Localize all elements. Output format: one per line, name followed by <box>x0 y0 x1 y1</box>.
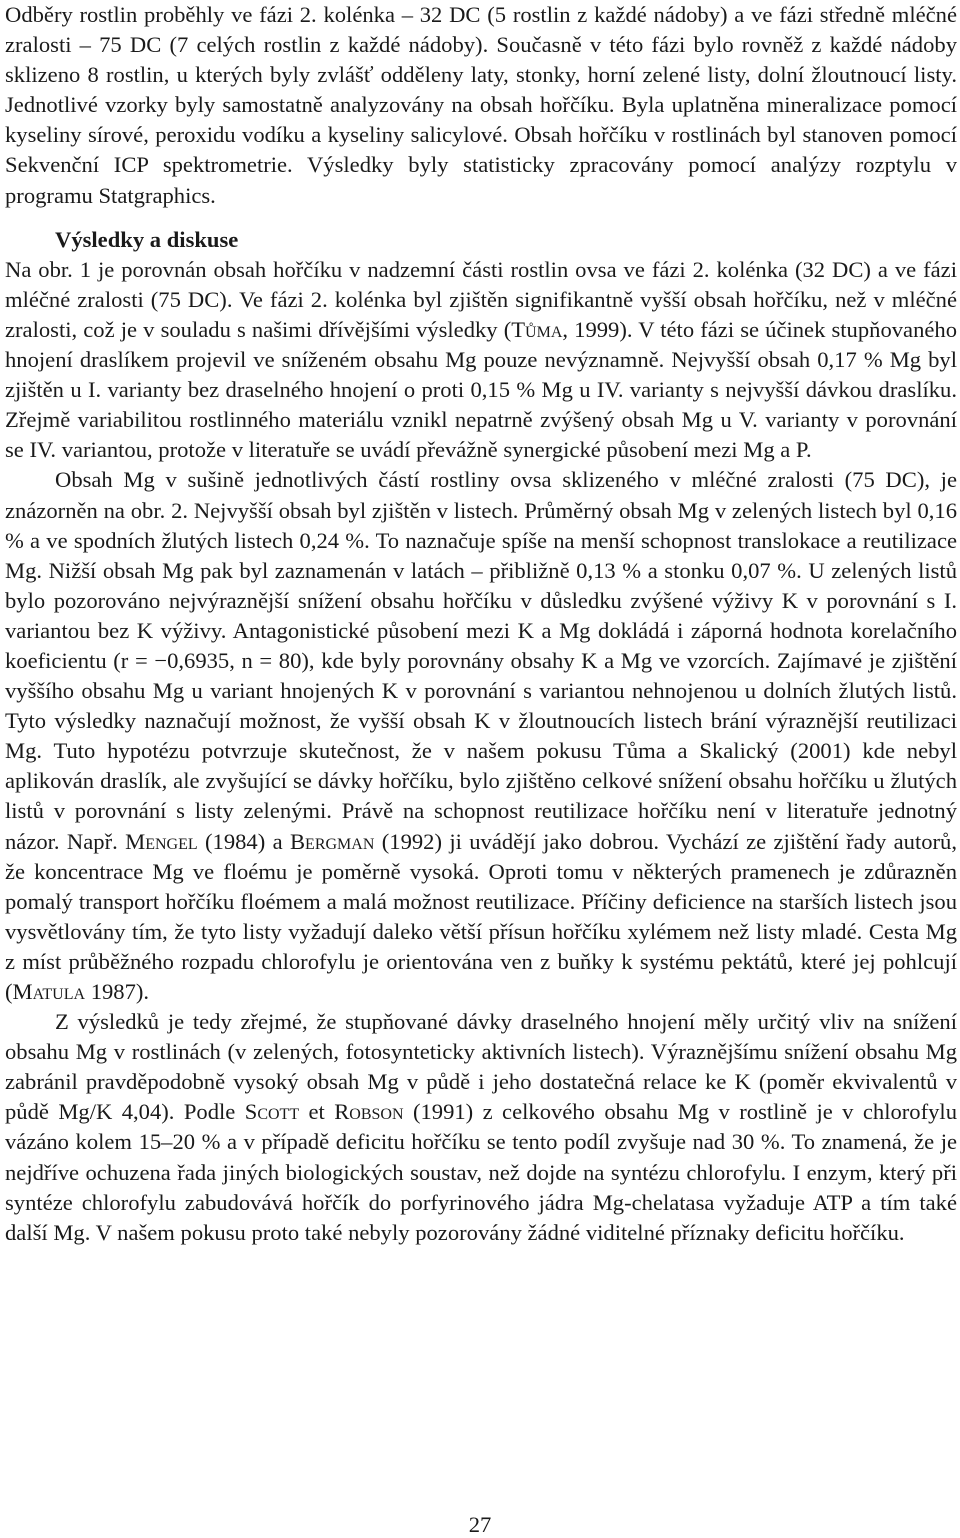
citation-author: Robson <box>334 1099 404 1125</box>
results-paragraph-3 <box>5 1007 957 1248</box>
citation-author: Matula <box>12 979 86 1004</box>
text-run: (1984) a <box>197 828 290 854</box>
text-run: 1987). <box>85 979 150 1004</box>
text-run: Na obr. 1 je porovnán obsah hořčíku v nadzemní části rostlin ovsa ve fázi 2. kolénka (32 DC) a ve fázi mléčné zralosti (75 DC). Ve fázi 2. kolénka byl zjištěn signifikantně vyšší obsah hořčíku, než v mléčné zralosti, což je v souladu s našimi dřívějšími výsledky ( <box>5 256 957 342</box>
page-body <box>5 0 957 1248</box>
text-run: Z výsledků je tedy zřejmé, že stupňované dávky draselného hnojení měly určitý vliv na snížení obsahu Mg v rostlinách (v zelených, fotosynteticky aktivních listech). Výraznějšímu snížení obsahu Mg zabránil pravděpodobně vysoký obsah Mg v půdě i jeho dostatečná relace ke K (poměr ekvivalentů v půdě Mg/K 4,04). Podle <box>5 1009 957 1125</box>
citation-author: Mengel <box>125 828 198 854</box>
text-run: Obsah Mg v sušině jednotlivých částí rostliny ovsa sklizeného v mléčné zralosti (75 DC), je znázorněn na obr. 2. Nejvyšší obsah byl zjištěn v listech. Průměrný obsah Mg v zelených listech byl 0,16 % a ve spodních žlutých listech 0,24 %. To naznačuje spíše na menší schopnost translokace a reutilizace Mg. Nižší obsah Mg pak byl zaznamenán v latách – přibližně 0,13 % a stonku 0,07 %. U zelených listů bylo pozorováno nejvýraznější snížení obsahu hořčíku v důsledku zvýšené výživy K v porovnání s I. variantou bez K výživy. Antagonistické působení mezi K a Mg dokládá i záporná hodnota korelačního koeficientu (r = −0,6935, n = 80), kde byly porovnány obsahy K a Mg ve vzorcích. Zajímavé je zjištění vyššího obsahu Mg u variant hnojených K v porovnání s variantou nehnojenou u dolních žlutých listů. Tyto výsledky naznačují možnost, že vyšší obsah K v žloutnoucích listech brání výraznější reutilizaci Mg. Tuto hypotézu potvrzuje skutečnost, že v našem pokusu Tůma a Skalický (2001) kde nebyl aplikován draslík, ale zvyšující se dávky hořčíku, bylo zjištěno celkové snížení obsahu hořčíku u žlutých listů v porovnání s listy zelenými. Právě na schopnost reutilizace hořčíku není v literatuře jednotný názor. Např. <box>5 467 957 854</box>
methods-paragraph: Odběry rostlin proběhly ve fázi 2. kolénka – 32 DC (5 rostlin z každé nádoby) a ve fázi středně mléčné zralosti – 75 DC (7 celých rostlin z každé nádoby). Současně v této fázi bylo rovněž z každé nádoby sklizeno 8 rostlin, u kterých byly zvlášť odděleny laty, stonky, horní zelené listy, dolní žloutnoucí listy. Jednotlivé vzorky byly samostatně analyzovány na obsah hořčíku. Byla uplatněna mineralizace pomocí kyseliny sírové, peroxidu vodíku a kyseliny salicylové. Obsah hořčíku v rostlinách byl stanoven pomocí Sekvenční ICP spektrometrie. Výsledky byly statisticky zpracovány pomocí analýzy rozptylu v programu Statgraphics. <box>5 2 957 208</box>
section-heading-results: Výsledky a diskuse <box>55 226 239 252</box>
citation-author: Scott <box>244 1099 300 1125</box>
text-run: (1992) ji uvádějí jako dobrou. Vychází ze zjištění řady autorů, že koncentrace Mg ve floému je poměrně vysoká. Oproti tomu v některých pramenech je zdůrazněn pomalý transport hořčíku floémem a malá možnost reutilizace. Příčiny deficience na starších listech jsou vysvětlovány tím, že tyto listy vyžadují daleko větší přísun hořčíku xylémem než listy mladé. Cesta Mg z míst průběžného rozpadu chlorofylu je orientována ven z buňky k systému pektátů, které jej pohlcují ( <box>5 828 957 1004</box>
page-number: 27 <box>468 1512 492 1537</box>
citation-author: Bergman <box>289 828 375 854</box>
text-run: , 1999). V této fázi se účinek stupňovaného hnojení draslíkem projevil ve sníženém obsahu Mg pouze nevýznamně. Nejvyšší obsah 0,17 % Mg byl zjištěn u I. varianty bez draselného hnojení o proti 0,15 % Mg u IV. varianty s nejvyšší dávkou draslíku. Zřejmě variabilitou rostlinného materiálu vznikl nepatrně zvýšený obsah Mg u V. varianty v porovnání se IV. variantou, protože v literatuře se uvádí převážně synergické působení mezi Mg a P. <box>5 316 957 463</box>
text-run: (1991) z celkového obsahu Mg v rostlině je v chlorofylu vázáno kolem 15–20 % a v případě deficitu hořčíku se tento podíl zvyšuje nad 30 %. To znamená, že je nejdříve ochuzena řada jiných biologických soustav, než dojde na syntézu chlorofylu. I enzym, který při syntéze chlorofylu zabudovává hořčík do porfyrinového jádra Mg-chelatasa vyžaduje ATP a tím také další Mg. V našem pokusu proto také nebyly pozorovány žádné viditelné příznaky deficitu hořčíku. <box>5 1099 957 1245</box>
results-paragraph-2 <box>5 465 957 1007</box>
text-run: et <box>299 1099 335 1125</box>
citation-author: Tůma <box>511 316 563 342</box>
results-paragraph-1 <box>5 255 957 466</box>
